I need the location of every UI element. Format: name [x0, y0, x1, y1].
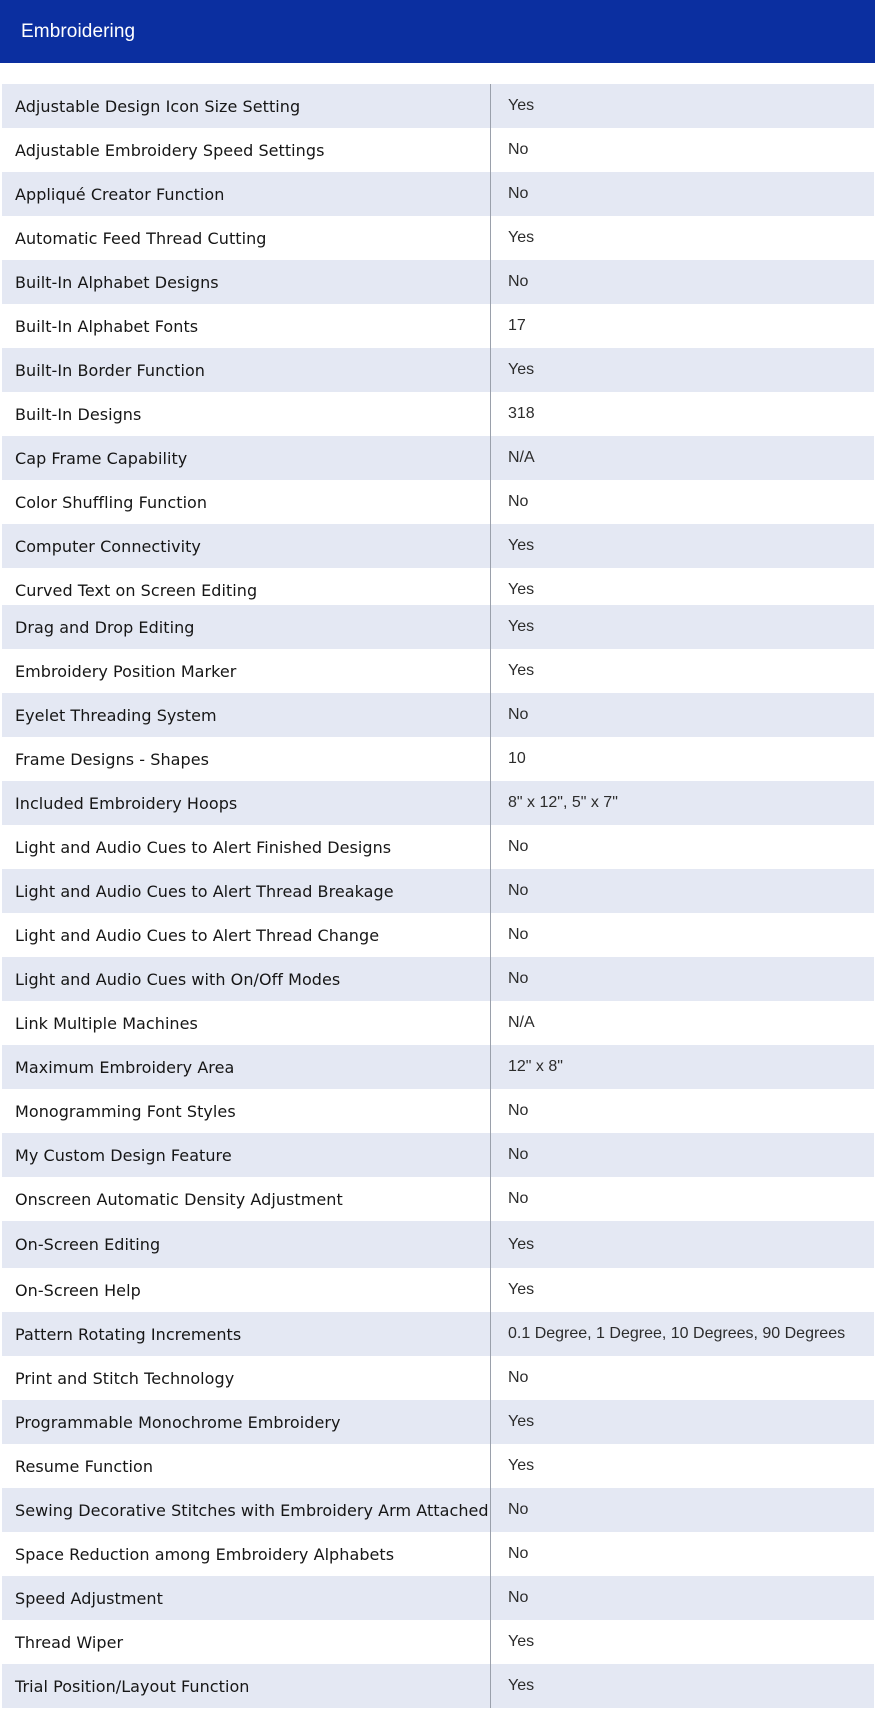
spec-value: No: [508, 838, 529, 855]
spec-row: [2, 1001, 874, 1045]
spec-value: 17: [508, 317, 526, 334]
spec-label: Adjustable Embroidery Speed Settings: [2, 128, 491, 172]
spec-label: My Custom Design Feature: [2, 1133, 491, 1177]
spec-value: N/A: [508, 449, 535, 466]
spec-value: No: [508, 1501, 529, 1518]
spec-label: Link Multiple Machines: [2, 1001, 491, 1045]
spec-value: No: [508, 1190, 529, 1207]
spec-label: Sewing Decorative Stitches with Embroidery Arm Attached: [2, 1488, 491, 1532]
spec-value: Yes: [508, 1413, 535, 1430]
spec-value: Yes: [508, 1633, 535, 1650]
spec-row: [2, 1177, 874, 1221]
spec-row: [2, 649, 874, 693]
spec-value: No: [508, 1146, 529, 1163]
spec-label: Maximum Embroidery Area: [2, 1045, 491, 1089]
spec-value: Yes: [508, 1281, 535, 1298]
spec-row: [2, 781, 874, 825]
spec-row: [2, 1488, 874, 1532]
spec-row: [2, 436, 874, 480]
spec-label: Light and Audio Cues with On/Off Modes: [2, 957, 491, 1001]
spec-row: [2, 1045, 874, 1089]
spec-label: Pattern Rotating Increments: [2, 1312, 491, 1356]
spec-row: [2, 957, 874, 1001]
spec-row: [2, 825, 874, 869]
spec-row: [2, 1312, 874, 1356]
spec-row: [2, 524, 874, 568]
spec-value: Yes: [508, 662, 535, 679]
spec-row: [2, 348, 874, 392]
spec-label: Drag and Drop Editing: [2, 605, 491, 649]
spec-label: Light and Audio Cues to Alert Thread Change: [2, 913, 491, 957]
spec-label: Resume Function: [2, 1444, 491, 1488]
spec-row: [2, 1664, 874, 1708]
spec-value: 318: [508, 405, 535, 422]
spec-value: Yes: [508, 1677, 535, 1694]
spec-label: Light and Audio Cues to Alert Thread Breakage: [2, 869, 491, 913]
spec-label: Speed Adjustment: [2, 1576, 491, 1620]
spec-row: [2, 260, 874, 304]
spec-label: Embroidery Position Marker: [2, 649, 491, 693]
spec-label: Curved Text on Screen Editing: [2, 568, 491, 612]
spec-value: Yes: [508, 97, 535, 114]
spec-row: [2, 84, 874, 128]
spec-value: No: [508, 1545, 529, 1562]
section-header: [0, 0, 875, 63]
spec-label: Frame Designs - Shapes: [2, 737, 491, 781]
spec-label: On-Screen Help: [2, 1268, 491, 1312]
spec-label: Eyelet Threading System: [2, 693, 491, 737]
spec-row: [2, 172, 874, 216]
spec-label: Appliqué Creator Function: [2, 172, 491, 216]
spec-label: Color Shuffling Function: [2, 480, 491, 524]
spec-value: Yes: [508, 537, 535, 554]
spec-row: [2, 913, 874, 957]
spec-label: Included Embroidery Hoops: [2, 781, 491, 825]
spec-value: No: [508, 970, 529, 987]
spec-value: 10: [508, 750, 526, 767]
spec-value: No: [508, 185, 529, 202]
spec-value: Yes: [508, 581, 535, 598]
spec-row: [2, 737, 874, 781]
spec-value: Yes: [508, 618, 535, 635]
spec-row: [2, 304, 874, 348]
spec-label: Built-In Alphabet Fonts: [2, 304, 491, 348]
spec-label: Monogramming Font Styles: [2, 1089, 491, 1133]
spec-value: 12" x 8": [508, 1058, 563, 1075]
spec-value: Yes: [508, 1235, 535, 1253]
spec-row: [2, 1400, 874, 1444]
spec-row: [2, 693, 874, 737]
spec-row: [2, 1221, 874, 1268]
spec-row: [2, 1356, 874, 1400]
spec-value: No: [508, 1102, 529, 1119]
spec-value: No: [508, 273, 529, 290]
spec-label: Onscreen Automatic Density Adjustment: [2, 1177, 491, 1221]
spec-value: Yes: [508, 361, 535, 378]
spec-row: [2, 392, 874, 436]
spec-label: Trial Position/Layout Function: [2, 1664, 491, 1708]
spec-value: 0.1 Degree, 1 Degree, 10 Degrees, 90 Degrees: [508, 1325, 846, 1342]
spec-label: Adjustable Design Icon Size Setting: [2, 84, 491, 128]
spec-row: [2, 1532, 874, 1576]
spec-label: Print and Stitch Technology: [2, 1356, 491, 1400]
spec-row: [2, 1576, 874, 1620]
spec-label: Space Reduction among Embroidery Alphabets: [2, 1532, 491, 1576]
spec-value: No: [508, 141, 529, 158]
spec-value: No: [508, 1589, 529, 1606]
spec-row: [2, 480, 874, 524]
spec-row: [2, 216, 874, 260]
spec-value: Yes: [508, 229, 535, 246]
spec-label: Light and Audio Cues to Alert Finished Designs: [2, 825, 491, 869]
spec-row: [2, 1268, 874, 1312]
spec-value: No: [508, 882, 529, 899]
spec-label: Built-In Designs: [2, 392, 491, 436]
spec-row: [2, 1089, 874, 1133]
spec-label: Thread Wiper: [2, 1620, 491, 1664]
spec-value: N/A: [508, 1014, 535, 1031]
spec-value: No: [508, 1369, 529, 1386]
spec-row: [2, 128, 874, 172]
spec-label: Automatic Feed Thread Cutting: [2, 216, 491, 260]
spec-label: Built-In Alphabet Designs: [2, 260, 491, 304]
spec-row: [2, 1444, 874, 1488]
spec-value: 8" x 12", 5" x 7": [508, 794, 618, 811]
spec-label: Cap Frame Capability: [2, 436, 491, 480]
spec-value: No: [508, 926, 529, 943]
spec-row: [2, 869, 874, 913]
spec-label: Programmable Monochrome Embroidery: [2, 1400, 491, 1444]
spec-row: [2, 605, 874, 649]
spec-label: On-Screen Editing: [2, 1221, 491, 1268]
spec-row: [2, 1133, 874, 1177]
section-title: Embroidering: [21, 20, 136, 42]
spec-value: No: [508, 706, 529, 723]
spec-label: Built-In Border Function: [2, 348, 491, 392]
spec-label: Computer Connectivity: [2, 524, 491, 568]
spec-value: No: [508, 493, 529, 510]
spec-row: [2, 1620, 874, 1664]
spec-value: Yes: [508, 1457, 535, 1474]
spec-table: [2, 84, 874, 1708]
